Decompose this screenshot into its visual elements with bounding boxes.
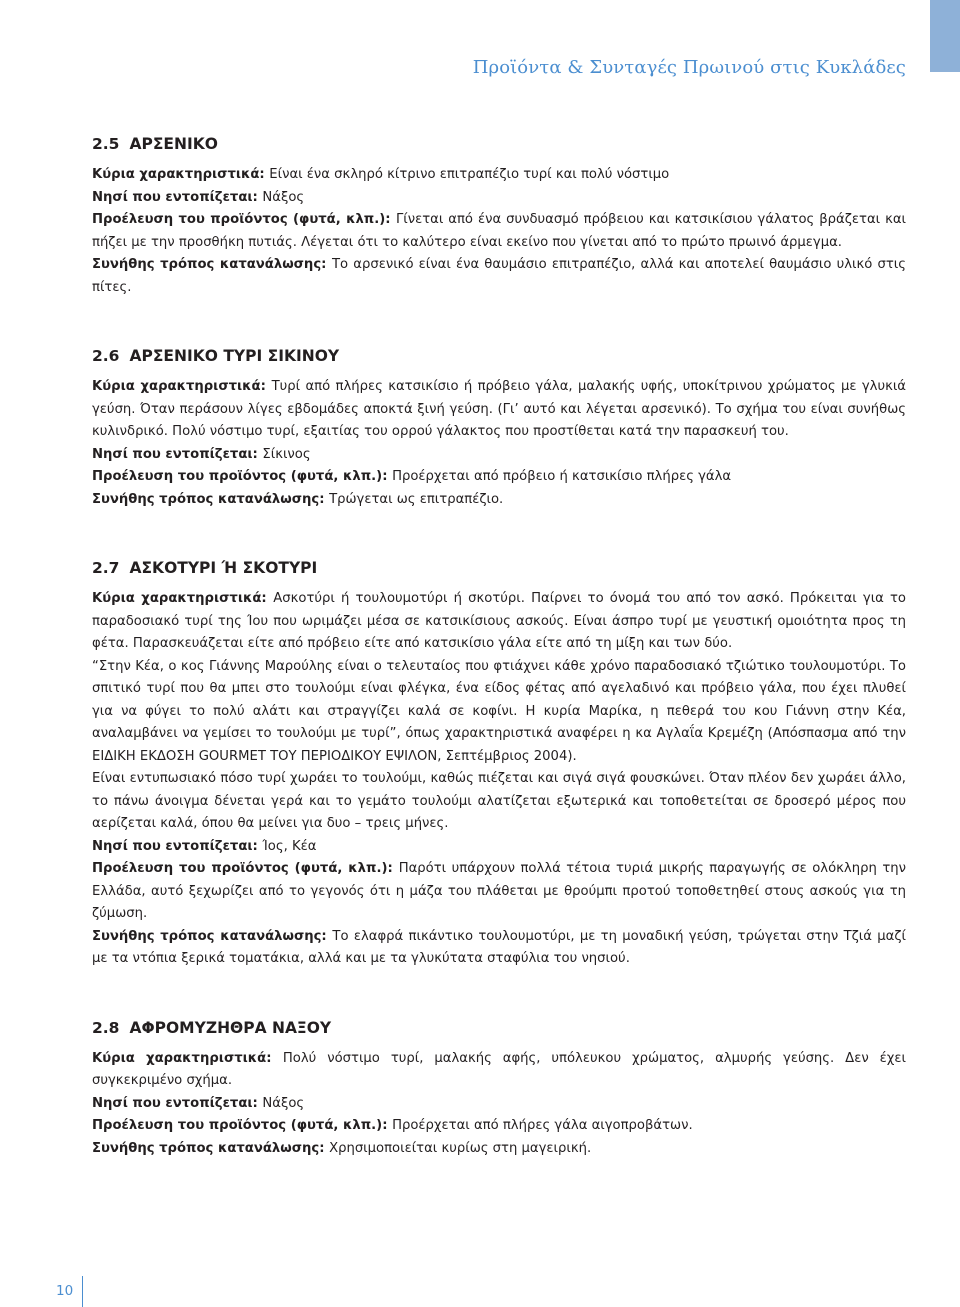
field-value: Είναι ένα σκληρό κίτρινο επιτραπέζιο τυρί και πολύ νόστιμο <box>269 167 670 182</box>
field-main-characteristics <box>92 1048 906 1093</box>
field-value: Νάξος <box>262 1095 305 1111</box>
page-number: 10 <box>56 1283 74 1299</box>
section-arseniko <box>92 133 906 299</box>
field-label: Προέλευση του προϊόντος (φυτά, κλπ.): <box>92 861 393 876</box>
section-number: 2.5 <box>92 135 120 153</box>
field-label: Συνήθης τρόπος κατανάλωσης: <box>92 1140 325 1156</box>
field-island <box>92 444 906 467</box>
field-consumption <box>92 254 906 299</box>
field-origin <box>92 209 906 254</box>
field-value: Τυρί από πλήρες κατσικίσιο ή πρόβειο γάλα, μαλακής υφής, υποκίτρινου χρώματος με γλυκιά γεύση. Όταν περάσουν λίγες εβδομάδες αποκτά ξινή γεύση. (Γι’ αυτό και λέγεται αρσενικό). Το σχήμα του είναι συνήθως κυλινδρικό. Πολύ νόστιμο τυρί, εξαιτίας του ορρού γάλακτος που προστίθεται κατά την παρασκευή του. <box>92 379 906 439</box>
section-title: ΑΣΚΟΤΥΡΙ Ή ΣΚΟΤΥΡΙ <box>129 559 318 577</box>
field-island <box>92 1093 906 1116</box>
field-label: Συνήθης τρόπος κατανάλωσης: <box>92 491 325 507</box>
field-value: Χρησιμοποιείται κυρίως στη μαγειρική. <box>329 1140 592 1156</box>
field-consumption <box>92 489 906 512</box>
field-main-characteristics <box>92 164 906 187</box>
field-label: Προέλευση του προϊόντος (φυτά, κλπ.): <box>92 1118 388 1133</box>
field-label: Κύρια χαρακτηριστικά: <box>92 1050 272 1066</box>
field-value: Σίκινος <box>262 446 311 462</box>
section-number: 2.6 <box>92 347 120 365</box>
field-label: Νησί που εντοπίζεται: <box>92 838 258 854</box>
field-value: Προέρχεται από πρόβειο ή κατσικίσιο πλήρες γάλα <box>392 469 732 484</box>
section-heading <box>92 1017 906 1039</box>
page-body <box>92 133 906 1160</box>
section-heading <box>92 345 906 367</box>
section-askotyri <box>92 557 906 971</box>
page-number-rule <box>82 1276 83 1307</box>
section-arseniko-sikinou <box>92 345 906 511</box>
field-origin <box>92 466 906 489</box>
running-header-title: Προϊόντα & Συνταγές Πρωινού στις Κυκλάδες <box>472 57 906 78</box>
field-origin <box>92 1115 906 1138</box>
field-label: Συνήθης τρόπος κατανάλωσης: <box>92 257 327 272</box>
field-value: Τρώγεται ως επιτραπέζιο. <box>329 491 504 507</box>
corner-color-tab <box>930 0 960 72</box>
field-label: Κύρια χαρακτηριστικά: <box>92 591 267 606</box>
field-consumption <box>92 926 906 971</box>
field-value: Ίος, Κέα <box>262 838 317 854</box>
field-island <box>92 836 906 859</box>
quote-paragraph: “Στην Κέα, ο κος Γιάννης Μαρούλης είναι ο τελευταίος που φτιάχνει κάθε χρόνο παραδοσιακό τζιώτικο τουλουμοτύρι. Το σπιτικό τυρί που θα μπει στο τουλούμι είναι φλέγκα, ένα είδος φέτας από αγελαδινό και πρόβειο γάλα, που έχει πλυθεί για να φύγει το πολύ αλάτι και στραγγίζει καλά σε κοφίνι. Η κυρία Μαρίκα, η πεθερά του κου Γιάννη στην Κέα, αναλαμβάνει να γεμίσει το τουλούμι με τυρί”, όπως χαρακτηριστικά αναφέρει η κα Αγλαΐα Κρεμέζη (Απόσπασμα από την ΕΙΔΙΚΗ ΕΚΔΟΣΗ GOURMET ΤΟΥ ΠΕΡΙΟΔΙΚΟΥ ΕΨΙΛΟΝ, Σεπτέμβριος 2004). <box>92 658 906 764</box>
field-label: Νησί που εντοπίζεται: <box>92 446 258 462</box>
field-value: Πολύ νόστιμο τυρί, μαλακής αφής, υπόλευκου χρώματος, αλμυρής γεύσης. Δεν έχει συγκεκριμένο σχήμα. <box>92 1050 906 1088</box>
field-value: Γίνεται από ένα συνδυασμό πρόβειου και κατσικίσιου γάλατος βράζεται και πήζει με την προσθήκη πυτιάς. Λέγεται ότι το καλύτερο είναι εκείνο που γίνεται από το πρώτο πρωινό άρμεγμα. <box>92 212 906 250</box>
section-title: ΑΡΣΕΝΙΚΟ <box>129 135 218 153</box>
field-consumption <box>92 1138 906 1161</box>
field-value: Το αρσενικό είναι ένα θαυμάσιο επιτραπέζιο, αλλά και αποτελεί θαυμάσιο υλικό στις πίτες. <box>92 257 907 295</box>
field-origin <box>92 858 906 926</box>
field-label: Νησί που εντοπίζεται: <box>92 189 258 205</box>
section-title: ΑΦΡΟΜΥΖΗΘΡΑ ΝΑΞΟΥ <box>129 1018 332 1037</box>
field-main-characteristics <box>92 376 906 444</box>
field-label: Συνήθης τρόπος κατανάλωσης: <box>92 928 327 944</box>
field-island <box>92 187 906 210</box>
field-label: Κύρια χαρακτηριστικά: <box>92 379 266 394</box>
body-paragraph: Είναι εντυπωσιακό πόσο τυρί χωράει το τουλούμι, καθώς πιέζεται και σιγά σιγά φουσκώνει. Όταν πλέον δεν χωράει άλλο, το πάνω άνοιγμα δένεται γερά και το γεμάτο τουλούμι αλατίζεται εξωτερικά και τοποθετείται σε δροσερό μέρος που αερίζεται καλά, όπου θα μείνει για δυο – τρεις μήνες. <box>92 771 906 831</box>
section-heading <box>92 557 906 579</box>
field-label: Προέλευση του προϊόντος (φυτά, κλπ.): <box>92 212 391 227</box>
section-number: 2.8 <box>92 1018 120 1037</box>
field-value: Νάξος <box>262 189 305 205</box>
field-value: Το ελαφρά πικάντικο τουλουμοτύρι, με τη μοναδική γεύση, τρώγεται στην Τζιά μαζί με τα ντόπια ξερικά τοματάκια, αλλά και με τα γλυκύτατα σταφύλια του νησιού. <box>92 928 906 966</box>
field-label: Κύρια χαρακτηριστικά: <box>92 167 265 182</box>
section-number: 2.7 <box>92 559 120 577</box>
field-main-characteristics <box>92 588 906 656</box>
field-label: Προέλευση του προϊόντος (φυτά, κλπ.): <box>92 469 388 484</box>
section-afromyzithra-naxou <box>92 1017 906 1161</box>
field-label: Νησί που εντοπίζεται: <box>92 1095 258 1111</box>
field-value: Προέρχεται από πλήρες γάλα αιγοπροβάτων. <box>392 1118 693 1133</box>
field-value: Παρότι υπάρχουν πολλά τέτοια τυριά μικρής παραγωγής σε ολόκληρη την Ελλάδα, αυτό ξεχωρίζει από το γεγονός ότι η μάζα του πλάθεται με θρούμπι προτού τοποθετηθεί στους ασκούς για τη ζύμωση. <box>92 861 906 921</box>
section-heading <box>92 133 906 155</box>
section-title: ΑΡΣΕΝΙΚΟ ΤΥΡΙ ΣΙΚΙΝΟΥ <box>129 347 340 365</box>
field-value: Ασκοτύρι ή τουλουμοτύρι ή σκοτύρι. Παίρνει το όνομά του από τον ασκό. Πρόκειται για το παραδοσιακό τυρί της Ίου που ωριμάζει μέσα σε κατσικίσιους ασκούς. Είναι άσπρο τυρί με γευστική ομοιότητα προς τη φέτα. Παρασκευάζεται είτε από πρόβειο είτε από κατσικίσιο γάλα είτε από τη μίξη και των δύο. <box>92 591 906 651</box>
